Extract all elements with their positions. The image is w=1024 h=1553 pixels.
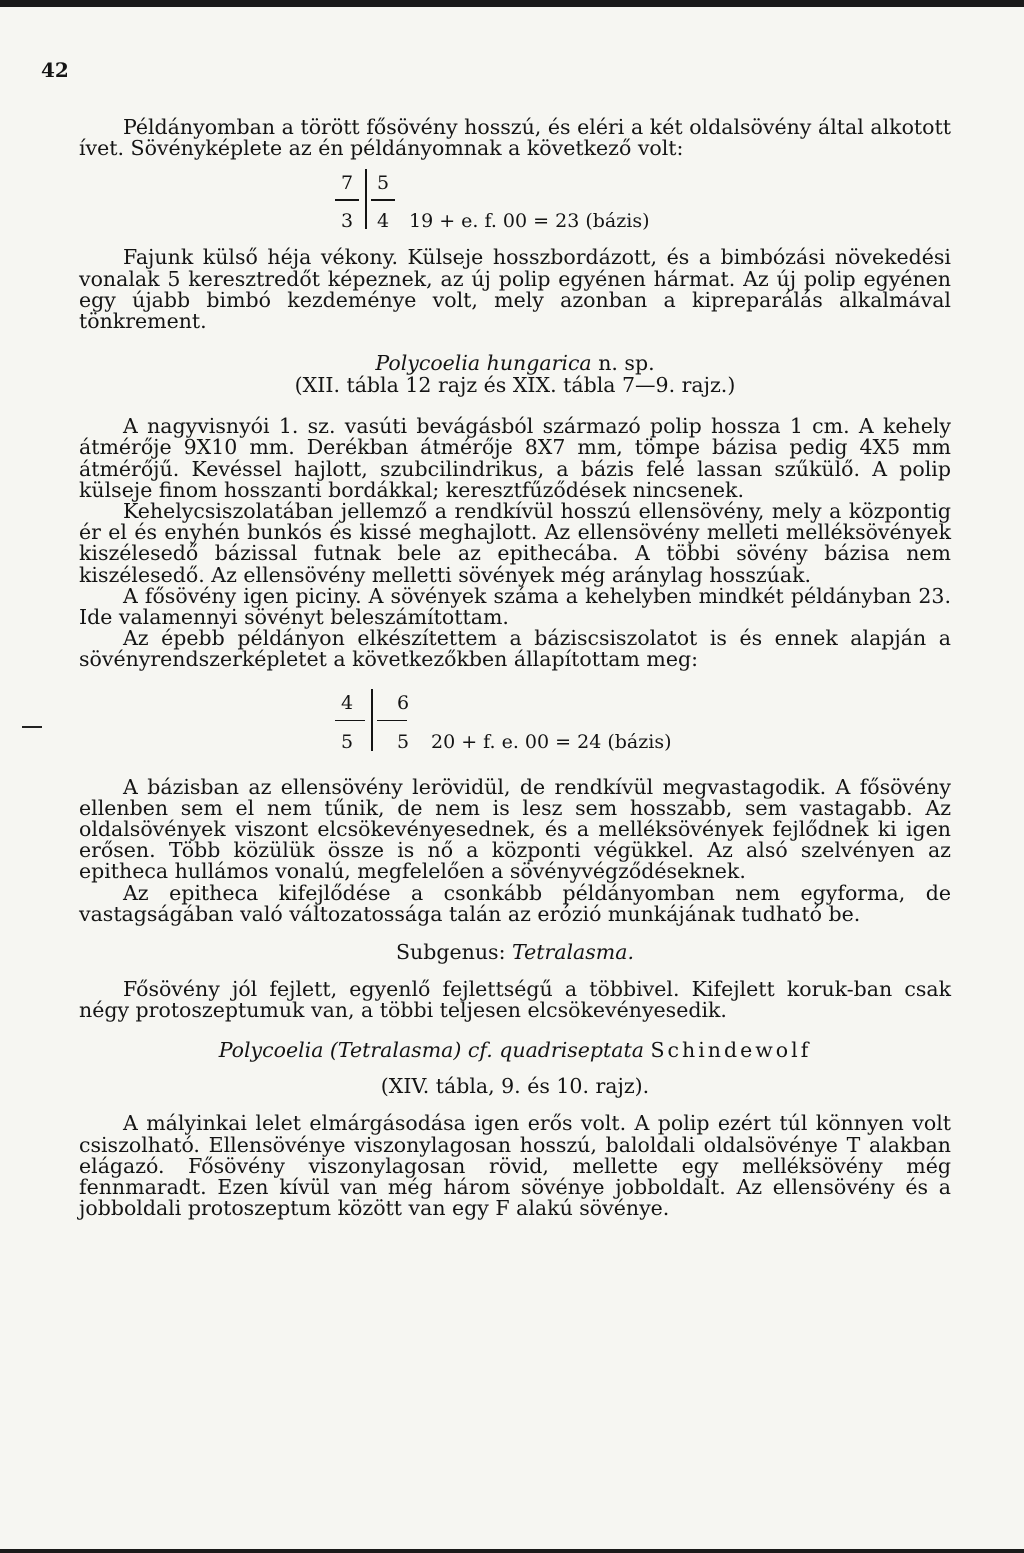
species-2-author: Schindewolf [650,1038,812,1063]
formula-1-bottom-left: 3 [341,210,354,233]
formula-1-result: 19 + e. f. 00 = 23 (bázis) [409,210,650,233]
species-1-name: Polycoelia hungarica [375,351,592,376]
paragraph-9: Fősövény jól fejlett, egyenlő fejlettségű a többivel. Kifejlett koruk-ban csak négy protoszeptumuk van, a többi teljesen elcsökevényesedik. [79,977,951,1023]
subgenus-heading [79,941,951,963]
paragraph-1: Példányomban a törött fősövény hosszú, és eléri a két oldalsövény által alkotott ívet. Sövényképlete az én példányomnak a következő volt: [79,115,951,161]
formula-2-right-fraction-bar [377,720,407,722]
margin-mark [22,726,42,728]
species-heading-2 [79,1039,951,1061]
formula-1-top-right: 5 [377,172,390,195]
species-1-reference: (XII. tábla 12 rajz és XIX. tábla 7—9. rajz.) [294,373,736,398]
paragraph-8: Az epitheca kifejlődése a csonkább példányomban nem egyforma, de vastagságában való változatossága talán az erózió munkájának tudható be. [79,880,951,926]
paragraph-3: A nagyvisnyói 1. sz. vasúti bevágásból származó polip hossza 1 cm. A kehely átmérője 9X10 mm. Derékban átmérője 8X7 mm, tömpe bázisa pedig 4X5 mm átmérőjű. Kevéssel hajlott, szubcilindrikus, a bázis felé lassan szűkülő. A polip külseje finom hosszanti bordákkal; keresztfűződések nincsenek. [79,414,951,502]
page-body [79,117,951,1220]
formula-1-left-fraction-bar [335,199,359,201]
scan-edge-bottom [0,1549,1024,1553]
formula-1-right-fraction-bar [371,199,395,201]
formula-1-bottom-right: 4 [377,210,390,233]
formula-1-top-left: 7 [341,172,354,195]
formula-2-top-left: 4 [341,691,354,714]
paragraph-5: A fősövény igen piciny. A sövények száma a kehelyben mindkét példányban 23. Ide valamennyi sövényt beleszámítottam. [79,583,951,630]
septal-formula-1 [79,169,951,233]
septal-formula-2 [79,689,951,753]
species-1-suffix: n. sp. [598,351,655,376]
subgenus-label: Subgenus: [396,940,506,965]
formula-2-bottom-left: 5 [341,730,354,753]
paragraph-10: A mályinkai lelet elmárgásodása igen erős volt. A polip ezért túl könnyen volt csiszolható. Ellensövénye viszonylagosan hosszú, baloldali oldalsövénye T alakban elágazó. Fősövény viszonylagosan rövid, mellette egy melléksövény még fennmaradt. Ezen kívül van még három sövénye jobboldalt. Az ellensövény és a jobboldali protoszeptum között van egy F alakú sövénye. [79,1111,951,1221]
scan-edge-top [0,0,1024,7]
subgenus-name: Tetralasma. [512,940,634,965]
paragraph-7: A bázisban az ellensövény lerövidül, de rendkívül megvastagodik. A fősövény ellenben sem el nem tűnik, de nem is lesz sem hosszabb, sem vastagabb. Az oldalsövények viszont elcsökevényesednek, és a melléksövények fejlődnek ki igen erősen. Több közülük össze is nő a központi végükkel. Az alsó szelvényen az epitheca hullámos vonalú, megfelelően a sövényvégződéseknek. [79,774,951,884]
page-number: 42 [41,58,69,82]
formula-2-left-fraction-bar [335,720,365,722]
species-heading-1 [79,352,951,374]
formula-2-result: 20 + f. e. 00 = 24 (bázis) [431,730,672,753]
paragraph-6: Az épebb példányon elkészítettem a báziscsiszolatot is és ennek alapján a sövényrendszerképletet a következőkben állapítottam meg: [79,626,951,672]
formula-2-top-right: 6 [397,691,410,714]
species-2-name: Polycoelia (Tetralasma) cf. quadriseptata [218,1038,644,1063]
formula-2-bottom-right: 5 [397,730,410,753]
paragraph-2: Fajunk külső héja vékony. Külseje hosszbordázott, és a bimbózási növekedési vonalak 5 keresztredőt képeznek, az új polip egyénen hármat. Az új polip egyénen egy újabb bimbó kezdeménye volt, mely azonban a kipreparálás alkalmával tönkrement. [79,245,951,334]
formula-2-vertical-bar [371,689,373,751]
formula-1-vertical-bar [365,169,367,229]
species-2-reference: (XIV. tábla, 9. és 10. rajz). [380,1074,650,1099]
paragraph-4: Kehelycsiszolatában jellemző a rendkívül hosszú ellensövény, mely a központig ér el és enyhén bunkós és kissé meghajlott. Az ellensövény melleti melléksövények kiszélesedő bázissal futnak bele az epithecába. A többi sövény bázisa nem kiszélesedő. Az ellensövény melletti sövények még aránylag hosszúak. [79,499,951,587]
